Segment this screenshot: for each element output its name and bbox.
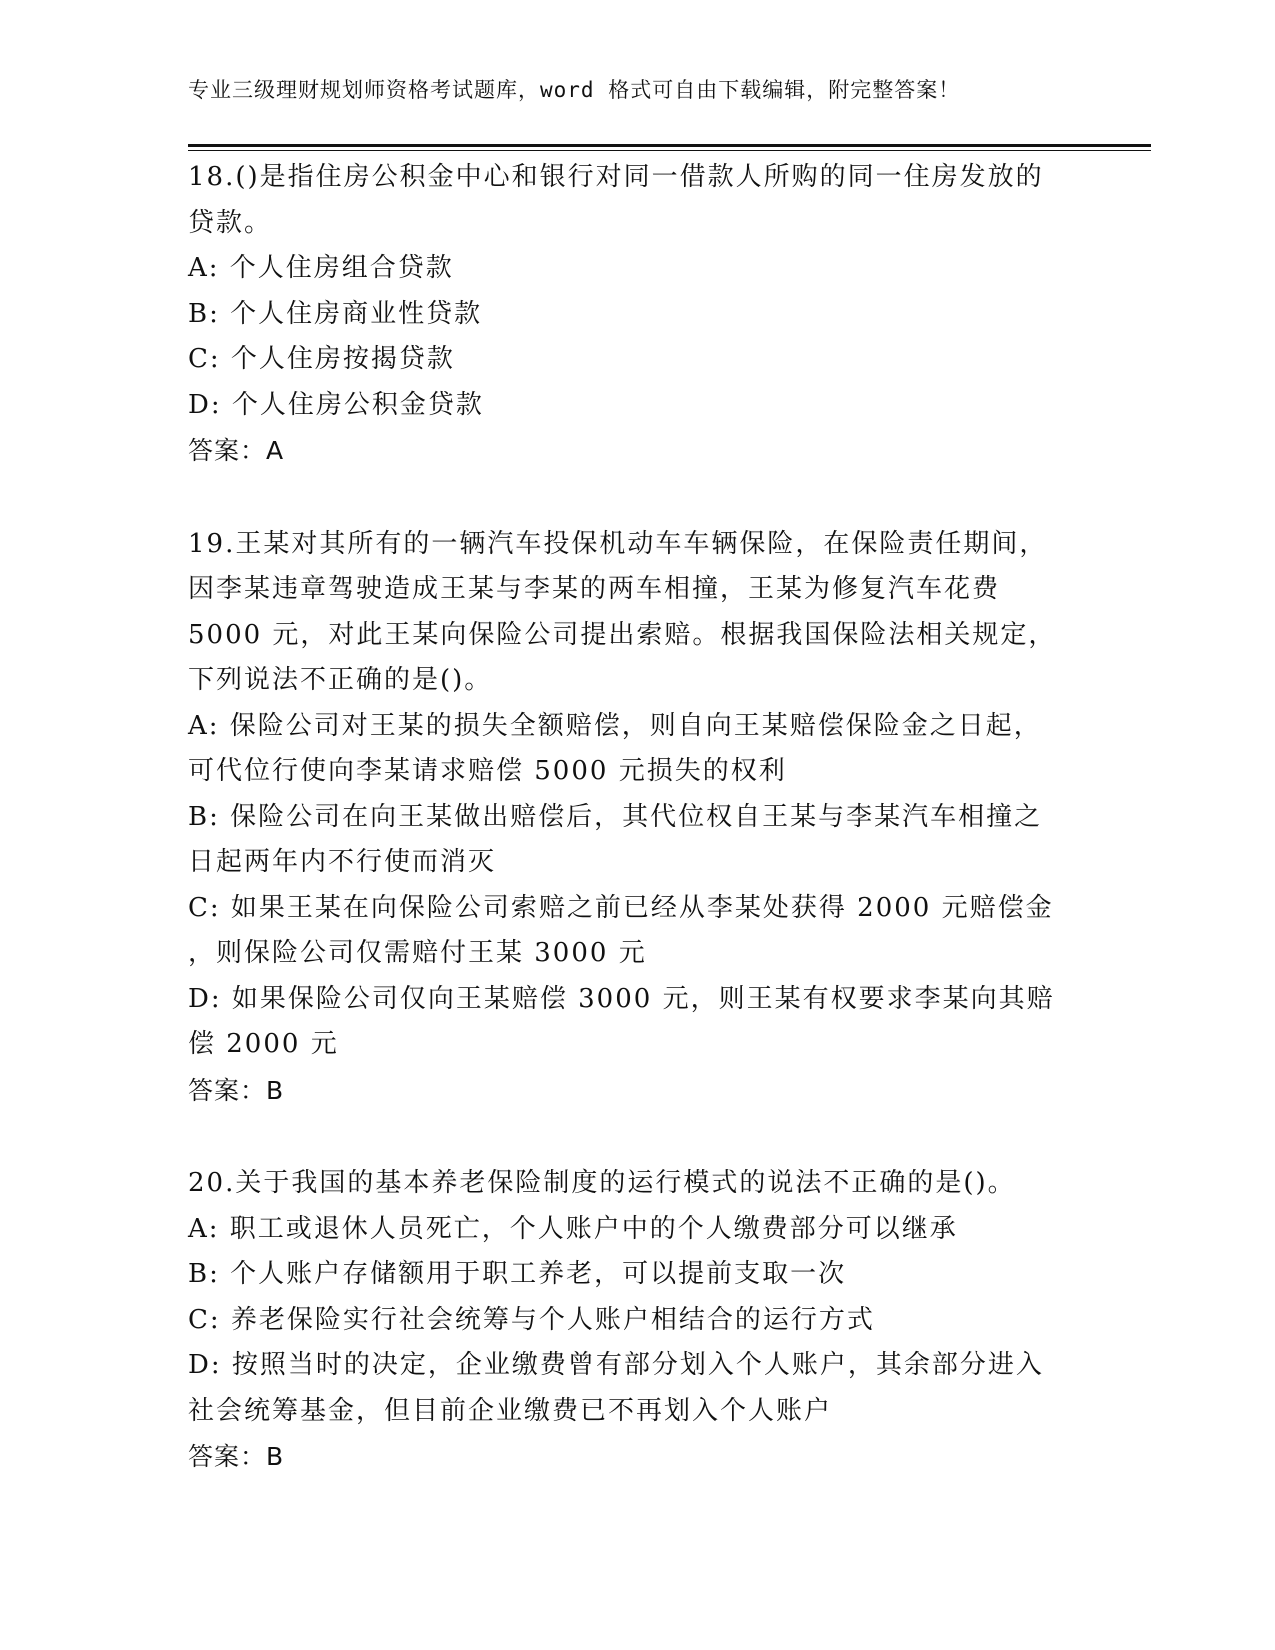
- option-c: C: 如果王某在向保险公司索赔之前已经从李某处获得 2000 元赔偿金: [188, 892, 1054, 923]
- question-19: [188, 522, 1088, 1114]
- option-d-cont: 偿 2000 元: [188, 1029, 339, 1059]
- option-c-cont: ，则保险公司仅需赔付王某 3000 元: [188, 938, 647, 968]
- option-d-cont: 社会统筹基金，但目前企业缴费已不再划入个人账户: [188, 1395, 833, 1426]
- question-stem-line: 20.关于我国的基本养老保险制度的运行模式的说法不正确的是()。: [188, 1168, 1016, 1198]
- page-header: 专业三级理财规划师资格考试题库，word 格式可自由下载编辑，附完整答案！: [188, 78, 961, 102]
- answer: 答案：A: [188, 436, 285, 465]
- option-a: A: 职工或退休人员死亡，个人账户中的个人缴费部分可以继承: [188, 1213, 958, 1244]
- question-stem-line: 因李某违章驾驶造成王某与李某的两车相撞，王某为修复汽车花费: [188, 574, 1001, 604]
- answer: 答案：B: [188, 1442, 285, 1471]
- option-b: B: 个人住房商业性贷款: [188, 298, 483, 329]
- option-c: C: 养老保险实行社会统筹与个人账户相结合的运行方式: [188, 1304, 875, 1335]
- question-20: [188, 1161, 1088, 1480]
- header-rule-thin: [188, 150, 1151, 151]
- option-b-cont: 日起两年内不行使而消灭: [188, 847, 497, 877]
- option-b: B: 个人账户存储额用于职工养老，可以提前支取一次: [188, 1259, 847, 1289]
- question-stem-line: 19.王某对其所有的一辆汽车投保机动车车辆保险，在保险责任期间，: [188, 528, 1048, 559]
- option-b: B: 保险公司在向王某做出赔偿后，其代位权自王某与李某汽车相撞之: [188, 801, 1043, 832]
- question-stem-line: 18.()是指住房公积金中心和银行对同一借款人所购的同一住房发放的: [188, 162, 1044, 192]
- option-a-cont: 可代位行使向李某请求赔偿 5000 元损失的权利: [188, 756, 787, 786]
- question-stem-line: 5000 元，对此王某向保险公司提出索赔。根据我国保险法相关规定，: [188, 619, 1057, 650]
- question-stem-line: 贷款。: [188, 207, 273, 238]
- option-d: D: 按照当时的决定，企业缴费曾有部分划入个人账户，其余部分进入: [188, 1350, 1044, 1380]
- option-a: A: 保险公司对王某的损失全额赔偿，则自向王某赔偿保险金之日起，: [188, 710, 1042, 741]
- header-rule: [188, 144, 1151, 147]
- option-c: C: 个人住房按揭贷款: [188, 344, 455, 374]
- option-d: D: 个人住房公积金贷款: [188, 389, 484, 420]
- option-d: D: 如果保险公司仅向王某赔偿 3000 元，则王某有权要求李某向其赔: [188, 983, 1055, 1014]
- option-a: A: 个人住房组合贷款: [188, 253, 454, 283]
- question-stem-line: 下列说法不正确的是()。: [188, 665, 493, 695]
- question-list: [188, 155, 1088, 1528]
- answer: 答案：B: [188, 1075, 285, 1105]
- question-18: [188, 155, 1088, 474]
